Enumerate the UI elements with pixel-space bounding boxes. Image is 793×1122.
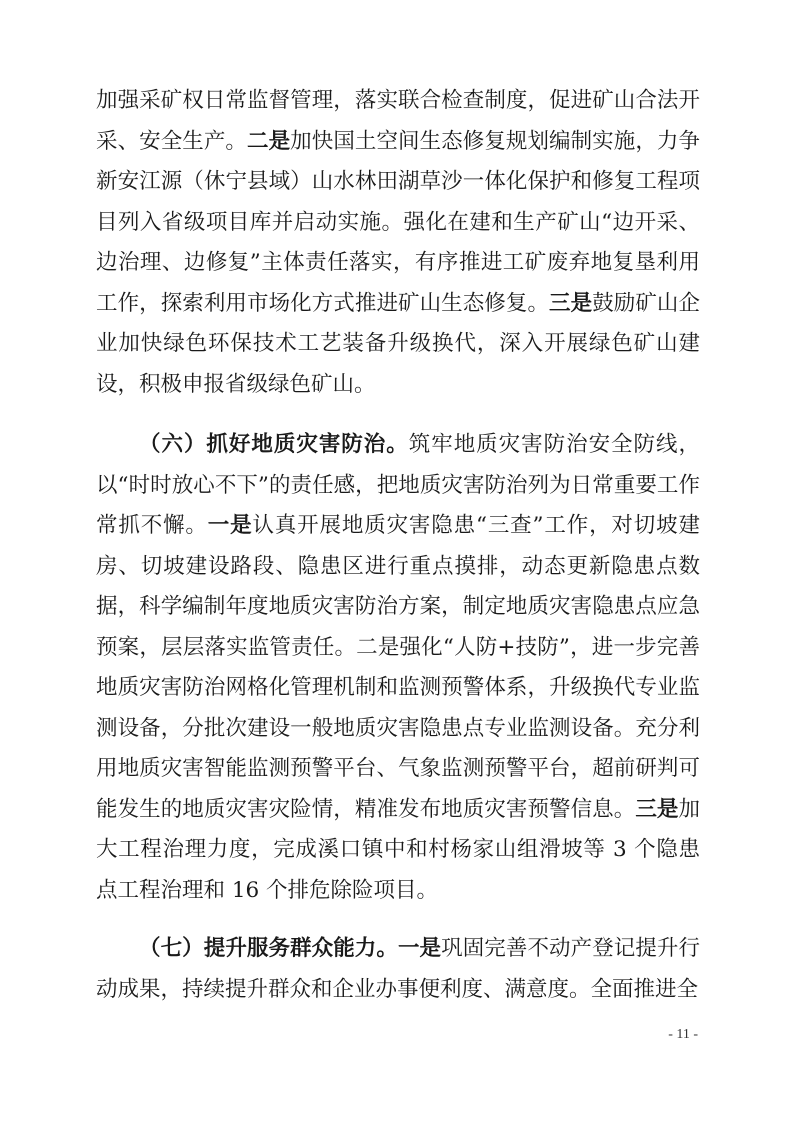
paragraph-geological-hazard — [96, 425, 700, 911]
section-heading: （七）提升服务群众能力。 — [139, 936, 398, 961]
text-segment: 巩固完善不动产登记提升行动成果，持续提升群众和企业办事便利度、满意度。全面推进全 — [96, 936, 700, 1002]
bold-marker: 三是 — [549, 290, 593, 316]
text-segment: 筑牢地质灾害防治安全防线，以“时时放心不下”的责任感，把地质灾害防治列为日常重要工作常抓不懈。 — [96, 432, 700, 538]
section-heading: （六）抓好地质灾害防治。 — [139, 432, 409, 457]
bold-marker: 一是 — [207, 513, 253, 538]
paragraph-service-capacity — [96, 929, 700, 1010]
text-segment: 加强采矿权日常监督管理，落实联合检查制度，促进矿山合法开采、安全生产。 — [96, 88, 700, 154]
paragraph-mining-regulation — [96, 81, 700, 405]
text-segment: 鼓励矿山企业加快绿色环保技术工艺装备升级换代，深入开展绿色矿山建设，积极申报省级绿色矿山。 — [96, 290, 700, 397]
bold-marker: 一是 — [397, 936, 442, 961]
bold-marker: 二是 — [247, 128, 291, 154]
text-segment: 加大工程治理力度，完成溪口镇中和村杨家山组滑坡等 3 个隐患点工程治理和 16 个排危除险项目。 — [96, 796, 700, 903]
bold-marker: 三是 — [635, 796, 679, 822]
text-segment: 加快国土空间生态修复规划编制实施，力争新安江源（休宁县域）山水林田湖草沙一体化保护和修复工程项目列入省级项目库并启动实施。强化在建和生产矿山“边开采、边治理、边修复”主体责任落实，有序推进工矿废弃地复垦利用工作，探索利用市场化方式推进矿山生态修复。 — [96, 128, 700, 316]
text-segment: 认真开展地质灾害隐患“三查”工作，对切坡建房、切坡建设路段、隐患区进行重点摸排，动态更新隐患点数据，科学编制年度地质灾害防治方案，制定地质灾害隐患点应急预案，层层落实监管责任。二是强化“人防+技防”，进一步完善地质灾害防治网格化管理机制和监测预警体系，升级换代专业监测设备，分批次建设一般地质灾害隐患点专业监测设备。充分利用地质灾害智能监测预警平台、气象监测预警平台，超前研判可能发生的地质灾害灾险情，精准发布地质灾害预警信息。 — [96, 513, 700, 822]
page-number: - 11 - — [668, 1027, 698, 1042]
